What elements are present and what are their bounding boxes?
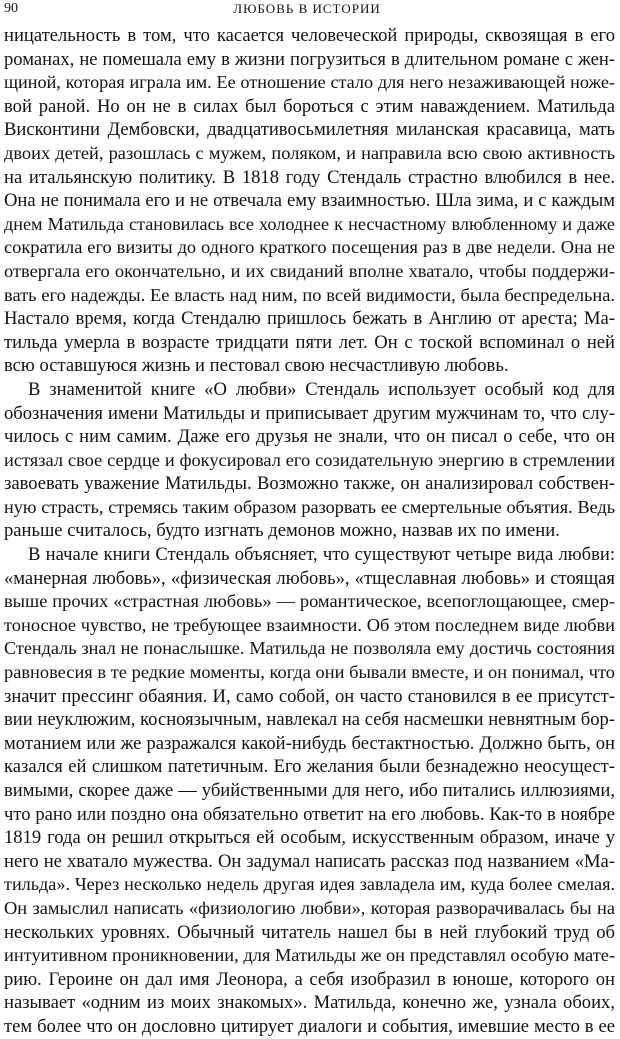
text-line: В знаменитой книге «О любви» Стендаль использует особый код для <box>28 378 615 400</box>
page-header <box>4 0 610 20</box>
text-line: на итальянскую политику. В 1818 году Стендаль страстно влюбился в нее. <box>4 166 615 188</box>
text-line: Он замыслил написать «физиологию любви», которая разворачивалась бы на <box>4 897 615 918</box>
text-line: всю оставшуюся жизнь и пестовал свою несчастливую любовь. <box>4 355 509 377</box>
text-line: него не хватало мужества. Он задумал написать рассказ под названием «Ма- <box>4 850 615 872</box>
text-line: равновесия в те редкие моменты, когда они бывали вместе, и он понимал, что <box>4 662 615 683</box>
text-line: истязал свое сердце и фокусировал его созидательную энергию в стремлении <box>4 449 615 470</box>
text-line: днем Матильда становилась все холоднее к несчастному влюбленному и даже <box>4 213 615 234</box>
text-line: что рано или поздно она обязательно ответит на его любовь. Как-то в ноябре <box>4 803 615 825</box>
text-line: Она не понимала его и не отвечала ему взаимностью. Шла зима, и с каждым <box>4 190 615 212</box>
text-line: завоевать уважение Матильды. Возможно также, он анализировал собствен- <box>4 473 615 495</box>
text-line: Настало время, когда Стендалю пришлось бежать в Англию от ареста; Ма- <box>4 308 615 330</box>
text-line: щиной, которая играла им. Ее отношение стало для него незаживающей ноже- <box>4 72 615 93</box>
text-line: выше прочих «страстная любовь» — романтическое, всепоглощающее, смер- <box>4 591 615 612</box>
text-line: интуитивном проникновении, для Матильды же он представлял особую мате- <box>4 945 615 966</box>
text-line: Висконтини Дембовски, двадцативосьмилетняя миланская красавица, мать <box>4 119 615 141</box>
text-line: мотанием или же разражался какой-нибудь бестактностью. Должно быть, он <box>4 732 615 754</box>
running-head: ЛЮБОВЬ В ИСТОРИИ <box>233 1 381 16</box>
text-line: вой раной. Но он не в силах был бороться с этим наваждением. Матильда <box>4 95 615 117</box>
text-line: раньше считалось, будто изгнать демонов можно, назвав их по имени. <box>4 520 560 542</box>
text-line: нескольких уровнях. Обычный читатель нашел бы в ней глубокий труд об <box>4 921 615 943</box>
text-line: тильда умерла в возрасте тридцати пяти лет. Он с тоской вспоминал о ней <box>4 331 615 353</box>
text-line: обозначения имени Матильды и приписывает другим мужчинам то, что слу- <box>4 402 615 424</box>
text-line: романах, не помешала ему в жизни погрузиться в длительном романе с жен- <box>4 48 615 70</box>
text-line: ницательность в том, что касается человеческой природы, сквозящая в его <box>4 25 615 46</box>
text-line: тильда». Через несколько недель другая идея завладела им, куда более смелая. <box>4 874 615 895</box>
text-line: чилось с ним самим. Даже его друзья не знали, что он писал о себе, что он <box>4 426 615 448</box>
text-line: В начале книги Стендаль объясняет, что существуют четыре вида любви: <box>28 544 615 566</box>
text-line: Стендаль знал не понаслышке. Матильда не позволяла ему достичь состояния <box>4 638 615 659</box>
page-number: 90 <box>4 1 18 16</box>
text-line: «манерная любовь», «физическая любовь», «тщеславная любовь» и стоящая <box>4 567 615 589</box>
text-line: значит прессинг обаяния. И, само собой, он часто становился в ее присутст- <box>4 685 615 707</box>
text-line: ную страсть, стремясь таким образом разорвать ее смертельные объятия. Ведь <box>4 496 615 517</box>
text-line: 1819 года он решил открыться ей особым, искусственным образом, иначе у <box>4 827 615 849</box>
text-line: отвергала его окончательно, и их свиданий вполне хватало, чтобы поддержи- <box>4 260 615 281</box>
text-line: рию. Героине он дал имя Леонора, а себя изобразил в юноше, которого он <box>4 968 615 990</box>
text-line: двоих детей, разошлась с мужем, поляком, и направила всю свою активность <box>4 142 615 163</box>
text-line: вимыми, скорее даже — убийственными для него, ибо питались иллюзиями, <box>4 780 615 801</box>
body-text <box>4 24 615 1039</box>
text-line: казался ей слишком патетичным. Его желания были безнадежно неосущест- <box>4 756 615 778</box>
text-line: вать его надежды. Ее власть над ним, по всей видимости, была беспредельна. <box>4 284 615 305</box>
text-line: тем более что он дословно цитирует диалоги и события, имевшие место в ее <box>4 1015 615 1037</box>
text-line: сократила его визиты до одного краткого посещения раз в две недели. Она не <box>4 237 615 258</box>
text-line: вии неуклюжим, косноязычным, навлекал на себя насмешки невнятным бор- <box>4 709 615 731</box>
text-line: называет «одним из моих знакомых». Матильда, конечно же, узнала обоих, <box>4 992 615 1014</box>
text-line: тоносное чувство, не требующее взаимности. Об этом последнем виде любви <box>4 614 615 635</box>
